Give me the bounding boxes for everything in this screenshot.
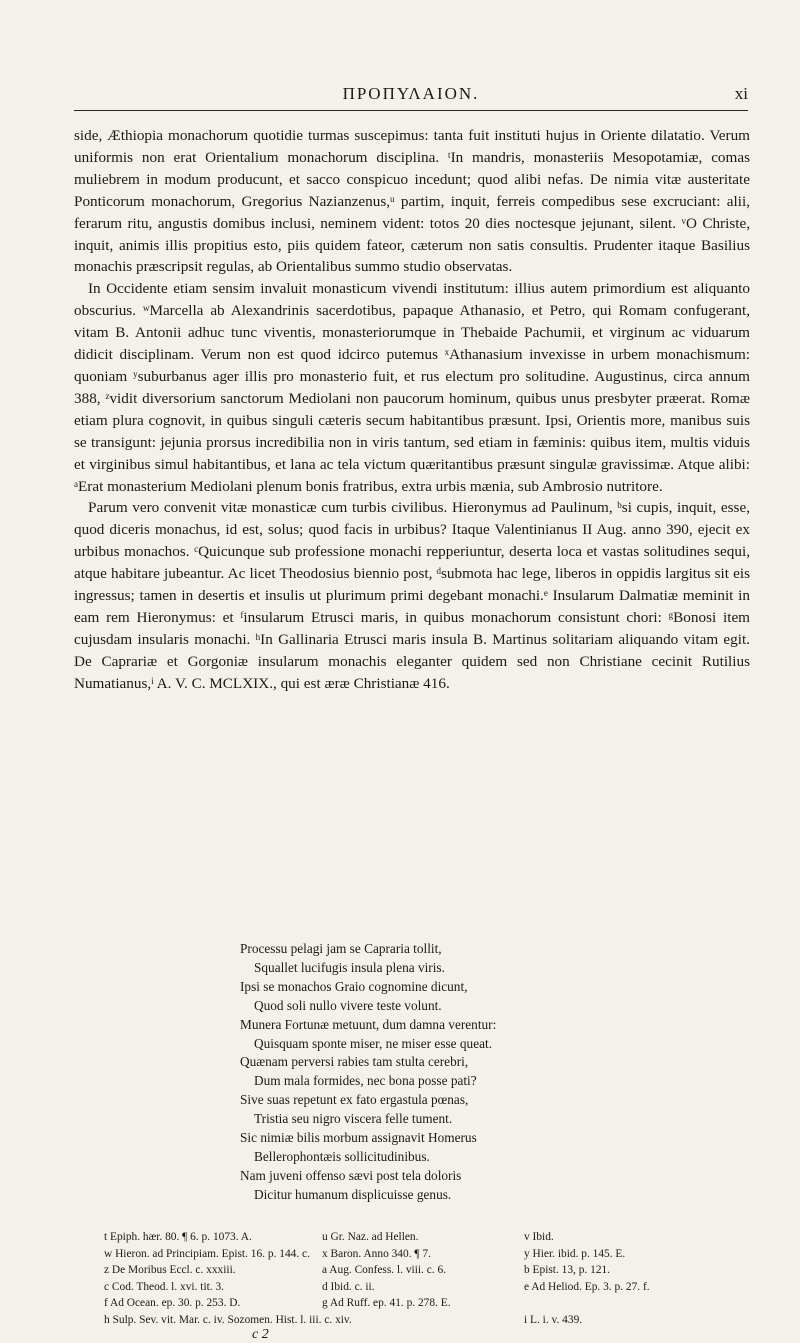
footnote: i L. i. v. 439. (524, 1313, 583, 1326)
verse-line: Bellerophontæis sollicitudinibus. (254, 1148, 430, 1164)
verse-line: Processu pelagi jam se Capraria tollit, (240, 941, 442, 956)
text-run: insularum Etrusci maris, in quibus monachorum consistunt chori: (243, 608, 669, 626)
footnote: h Sulp. Sev. vit. Mar. c. iv. Sozomen. Hist. l. iii. c. xiv. (104, 1313, 352, 1326)
verse-line: Sive suas repetunt ex fato ergastula pœnas, (240, 1092, 469, 1108)
footnote-row (104, 1312, 744, 1329)
footnote-ref: e (543, 588, 548, 599)
verse-line: Squallet lucifugis insula plena viris. (254, 959, 445, 975)
footnote: u Gr. Naz. ad Hellen. (322, 1231, 419, 1243)
text-run: Marcella ab Alexandrinis sacerdotibus, papaque Athanasio, et Petro, qui Romam confugerant, vitam B. Antonii adhuc tunc viventis, monasteriorumque in Thebaide Pachumii, et virginum ac viduarum didicit disciplinam. Verum non est quod idcirco putemus (74, 302, 750, 364)
footnote-row (104, 1229, 744, 1246)
footnote-row (104, 1246, 744, 1263)
footnote: c Cod. Theod. l. xvi. tit. 3. (104, 1280, 225, 1293)
footnote-ref: a (74, 478, 78, 489)
footnotes (104, 1229, 744, 1329)
footnote: z De Moribus Eccl. c. xxxiii. (104, 1264, 236, 1277)
text-run: A. V. C. MCLXIX., qui est æræ Christianæ 416. (153, 674, 450, 692)
verse-line: Tristia seu nigro viscera felle tument. (254, 1111, 453, 1127)
verse-line: Quisquam sponte miser, ne miser esse queat. (254, 1035, 493, 1051)
paragraph-3 (74, 497, 750, 694)
text-run: side, Æthiopia monachorum quotidie turmas suscepimus: tanta fuit instituti hujus in Oriente dilatatio. Verum uniformis non erat Orientalium monachorum disciplina. (74, 127, 750, 166)
page-header (74, 84, 748, 108)
footnote-ref: v (681, 215, 686, 226)
footnote: d Ibid. c. ii. (322, 1280, 375, 1293)
main-text (74, 125, 750, 695)
page-number: xi (734, 84, 748, 103)
header-rule (74, 110, 748, 111)
footnote-ref: y (133, 368, 138, 379)
footnote-ref: h (255, 631, 261, 642)
footnote: f Ad Ocean. ep. 30. p. 253. D. (104, 1297, 241, 1310)
verse-line: Ipsi se monachos Graio cognomine dicunt, (240, 978, 468, 994)
footnote-ref: d (436, 566, 442, 577)
verse-line: Sic nimiæ bilis morbum assignavit Homerus (240, 1130, 477, 1146)
text-run: O Christe, inquit, animis illis propitius esto, piis quidem fateor, cæterum non satis consultis. Prudenter itaque Basilius monachis præscripsit regulas, ab Orientalibus summo studio observatas. (74, 214, 750, 276)
text-run: submota hac lege, liberos in oppidis largitus sit eis ingressus; tamen in desertis et insulis ut plurimum primi degebant monachi. (74, 565, 750, 605)
footnote-ref: z (105, 390, 110, 401)
text-run: si cupis, inquit, esse, quod diceris monachus, id est, solus; quod facis in urbibus? Itaque Valentinianus II Aug. anno 390, ejecit ex urbibus monachos. (74, 499, 750, 561)
footnote: x Baron. Anno 340. ¶ 7. (322, 1247, 431, 1260)
verse-line: Munera Fortunæ metuunt, dum damna verentur: (240, 1016, 497, 1032)
verse-line: Quænam perversi rabies tam stulta cerebri, (240, 1054, 469, 1070)
footnote: w Hieron. ad Principiam. Epist. 16. p. 144. c. (104, 1247, 310, 1260)
footnote-ref: w (142, 303, 150, 314)
footnote-ref: x (444, 347, 450, 358)
text-run: In mandris, monasteriis Mesopotamiæ, comas muliebrem in modum producunt, et sacco conspicuo incedunt; quod alibi nefas. De nimia vitæ austeritate Ponticorum monachorum, Gregorius Nazianzenus, (74, 148, 750, 210)
verse-line: Dum mala formides, nec bona posse pati? (254, 1073, 477, 1089)
text-run: Quicunque sub professione monachi repperiuntur, deserta loca et vastas solitudines sequi, atque habitare jubeantur. Ac licet Theodosius biennio post, (74, 543, 750, 583)
text-run: vidit diversorium sanctorum Mediolani non paucorum hominum, quibus unus presbyter præerat. Romæ etiam plura cognovit, in quibus singuli cæteris secum habitantibus præsunt. Ipsi, Orientis more, manibus suis se transigunt: jejunia prorsus incredibilia non in viris tantum, sed etiam in fæminis: quibus item, multis viduis et virginibus simul habitantibus, et lana ac tela victum quæritantibus præsunt singulæ gravissimæ. Atque alibi: (74, 389, 750, 473)
paragraph-1 (74, 125, 750, 278)
footnote-ref: u (390, 193, 395, 204)
footnote-ref: i (151, 675, 154, 686)
text-run: Athanasium invexisse in urbem monachismum: quoniam (74, 346, 750, 385)
footnote: t Epiph. hær. 80. ¶ 6. p. 1073. A. (104, 1231, 252, 1243)
verse-line: Quod soli nullo vivere teste volunt. (254, 997, 442, 1013)
verse-quotation (240, 940, 700, 1205)
verse-line: Dicitur humanum displicuisse genus. (254, 1186, 452, 1202)
text-run: In Occidente etiam sensim invaluit monasticum vivendi institutum: illius autem primordium est aliquanto obscurius. (74, 280, 750, 320)
text-run: Insularum Dalmatiæ meminit in eam rem Hieronymus: et (74, 587, 750, 626)
footnote: e Ad Heliod. Ep. 3. p. 27. f. (524, 1280, 650, 1293)
text-run: partim, inquit, ferreis compedibus sese excruciant: alii, ferarum ritu, angustis domibus inclusi, neminem vident: totos 20 dies noctesque jejunant, silent. (74, 192, 750, 232)
footnote-ref: t (448, 149, 451, 160)
running-title: ΠΡΟΠΥΛΑΙΟΝ. (342, 84, 480, 103)
paragraph-2 (74, 278, 750, 497)
footnote: y Hier. ibid. p. 145. E. (524, 1247, 626, 1260)
text-run: Erat monasterium Mediolani plenum bonis fratribus, extra urbis mænia, sub Ambrosio nutritore. (78, 477, 663, 495)
text-run: In Gallinaria Etrusci maris insula B. Martinus solitariam aliquando vitam egit. De Caprariæ et Gorgoniæ insularum monachis eleganter quidem sed non Christiane cecinit Rutilius Numatianus, (74, 630, 750, 692)
footnote: g Ad Ruff. ep. 41. p. 278. E. (322, 1297, 451, 1310)
footnote-row (104, 1295, 744, 1312)
footnote-ref: g (668, 609, 674, 620)
footnote-ref: b (617, 500, 622, 511)
footnote: v Ibid. (524, 1231, 554, 1243)
text-run: suburbanus ager illis pro monasterio fuit, et rus electum pro solitudine. Augustinus, circa annum 388, (74, 367, 750, 407)
footnote: a Aug. Confess. l. viii. c. 6. (322, 1264, 447, 1277)
footnote-ref: f (240, 609, 244, 620)
footnote: b Epist. 13, p. 121. (524, 1264, 611, 1277)
footnote-row (104, 1262, 744, 1279)
text-run: Bonosi item cujusdam insularis monachi. (74, 608, 750, 648)
text-run: Parum vero convenit vitæ monasticæ cum turbis civilibus. Hieronymus ad Paulinum, (88, 499, 618, 517)
footnote-ref: c (194, 544, 199, 555)
verse-line: Nam juveni offenso sævi post tela doloris (240, 1167, 462, 1183)
signature-mark: c 2 (252, 1327, 269, 1342)
